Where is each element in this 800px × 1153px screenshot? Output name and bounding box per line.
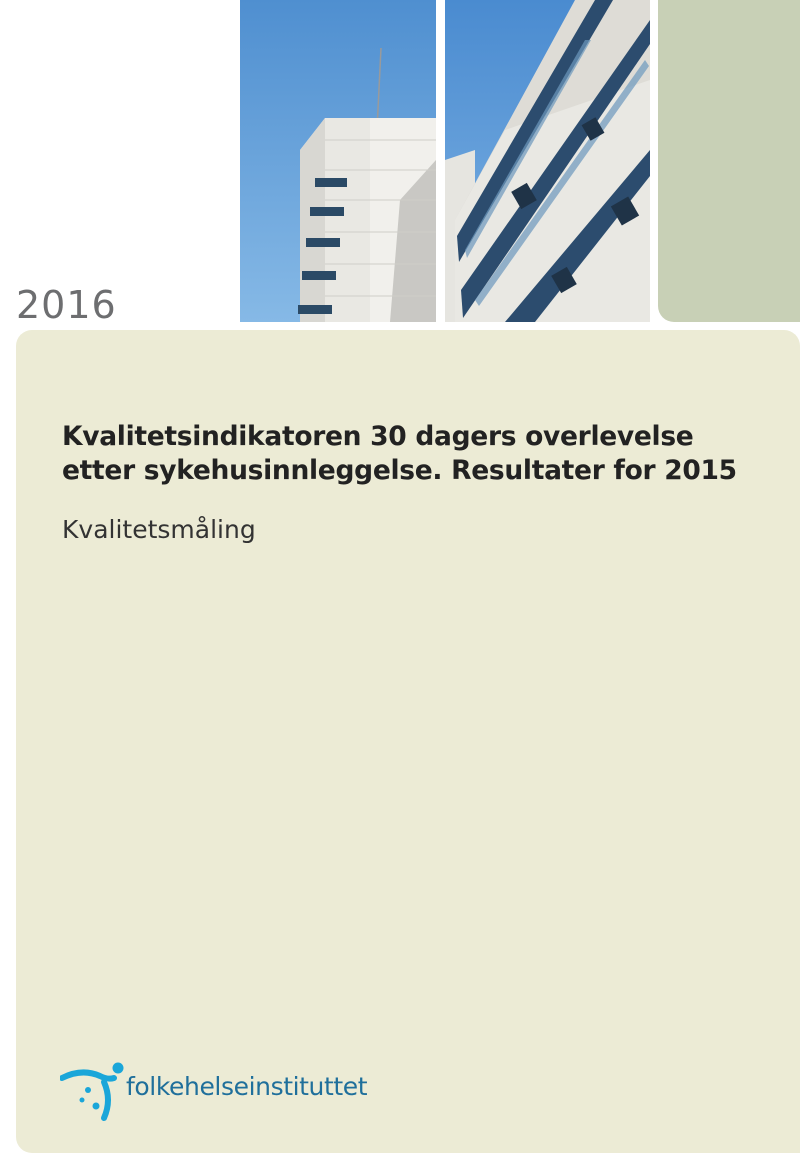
report-title-line-2: etter sykehusinnleggelse. Resultater for 2015	[62, 455, 737, 486]
publication-year: 2016	[16, 283, 117, 327]
decorative-green-panel	[658, 0, 800, 322]
fhi-logo	[60, 1060, 400, 1124]
fhi-logo-icon	[60, 1060, 126, 1124]
fhi-logo-text: folkehelseinstituttet	[126, 1072, 368, 1101]
building-photo-left	[240, 0, 436, 322]
report-subtitle: Kvalitetsmåling	[62, 515, 256, 544]
report-title	[62, 420, 782, 488]
building-photo-right	[445, 0, 650, 322]
report-title-line-1: Kvalitetsindikatoren 30 dagers overlevelse	[62, 421, 694, 452]
